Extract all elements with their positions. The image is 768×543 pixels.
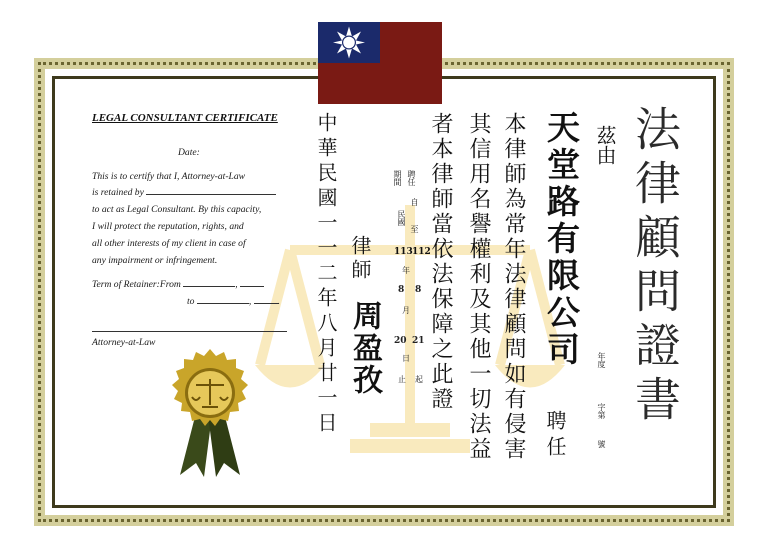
term-to-line: to , . bbox=[187, 296, 281, 307]
term-minguo: 民國 bbox=[397, 210, 406, 226]
term-from-blank-1 bbox=[183, 277, 235, 287]
attorney-label: Attorney-at-Law bbox=[92, 337, 156, 348]
term-zi: 自 bbox=[410, 198, 419, 206]
lawyer-label: 律師 bbox=[348, 235, 372, 283]
term-from-label: Term of Retainer:From bbox=[92, 279, 181, 290]
body-column-2: 其信用名譽權利及其他一切法益 bbox=[466, 112, 491, 462]
zi-you-text: 茲由 bbox=[593, 125, 617, 165]
start-day: 21 bbox=[412, 336, 425, 346]
certify-line-6: any impairment or infringement. bbox=[92, 255, 218, 266]
term-header-b: 期間 bbox=[393, 170, 402, 186]
hao-text: 號 bbox=[597, 440, 606, 448]
attorney-signature-line bbox=[92, 331, 287, 332]
flag-canton bbox=[318, 22, 380, 63]
end-month: 8 bbox=[398, 285, 405, 295]
term-to-label: to bbox=[187, 296, 195, 307]
term-from-blank-2 bbox=[240, 277, 264, 287]
month-char: 月 bbox=[402, 306, 410, 315]
nian-du-text: 年度 bbox=[597, 352, 606, 368]
term-to-blank-2 bbox=[254, 294, 278, 304]
english-title: LEGAL CONSULTANT CERTIFICATE bbox=[92, 112, 278, 124]
retained-by-text: is retained by bbox=[92, 187, 144, 198]
term-qi: 起 bbox=[415, 375, 423, 384]
zi-di-text: 字第 bbox=[597, 403, 606, 419]
term-zhi: 至 bbox=[410, 225, 419, 233]
flag-icon bbox=[318, 22, 442, 104]
date-label: Date: bbox=[178, 147, 200, 158]
term-to-blank-1 bbox=[197, 294, 249, 304]
term-from-line: Term of Retainer:From , bbox=[92, 276, 264, 293]
end-year: 113 bbox=[394, 247, 413, 257]
body-column-3: 者本律師當依法保障之此證 bbox=[428, 112, 453, 412]
client-name: 天堂路有限公司 bbox=[542, 110, 581, 369]
term-zhi-stop: 止 bbox=[398, 375, 406, 384]
certify-line-5: all other interests of my client in case of bbox=[92, 238, 246, 249]
certify-line-4: I will protect the reputation, rights, and bbox=[92, 221, 244, 232]
day-char: 日 bbox=[402, 354, 410, 363]
pin-ren-text: 聘任 bbox=[543, 410, 567, 462]
start-year: 112 bbox=[412, 247, 431, 257]
certify-line-2 bbox=[92, 184, 276, 201]
start-month: 8 bbox=[415, 285, 422, 295]
year-char: 年 bbox=[402, 266, 410, 275]
body-column-1: 本律師為常年法律顧問如有侵害 bbox=[501, 112, 526, 462]
retained-by-blank bbox=[146, 185, 276, 195]
term-header-a: 聘任 bbox=[407, 170, 416, 186]
end-day: 20 bbox=[394, 336, 407, 346]
chinese-title: 法律顧問證書 bbox=[628, 105, 682, 429]
certify-line-1: This is to certify that I, Attorney-at-Law bbox=[92, 171, 246, 182]
lawyer-name: 周盈孜 bbox=[347, 300, 382, 396]
gold-seal-icon bbox=[160, 345, 260, 480]
certify-line-3: to act as Legal Consultant. By this capacity, bbox=[92, 204, 262, 215]
issue-date: 中華民國一一二年八月廿一日 bbox=[314, 112, 338, 437]
